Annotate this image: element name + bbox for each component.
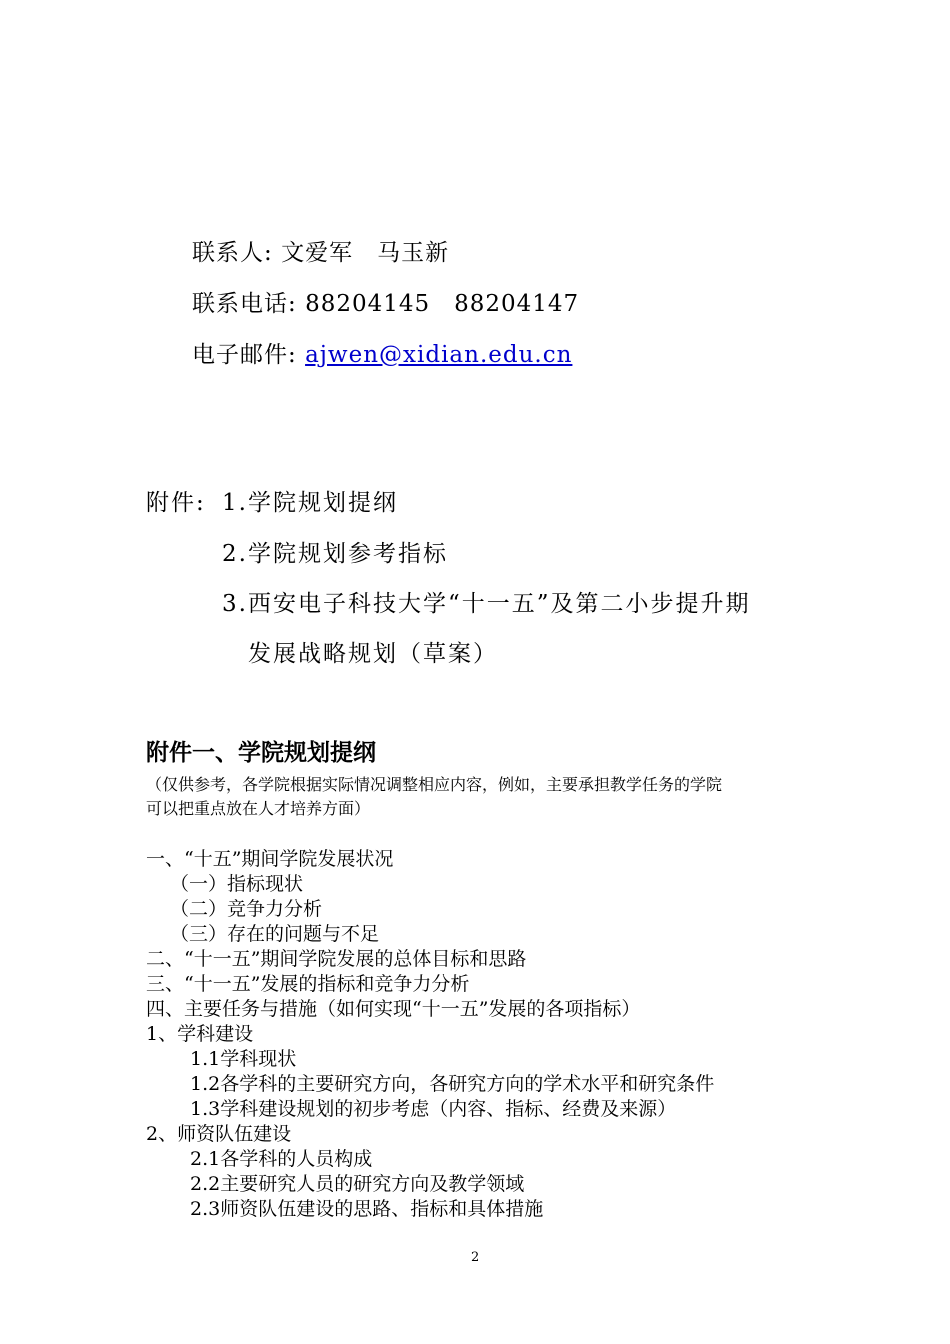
outline-item: 四、主要任务与措施（如何实现“十一五”发展的各项指标） xyxy=(146,998,641,1020)
contact-phone-value: 88204145 88204147 xyxy=(305,291,580,317)
outline-item: （一）指标现状 xyxy=(170,873,304,895)
page-number: 2 xyxy=(471,1250,480,1265)
outline-item: （二）竞争力分析 xyxy=(170,898,323,920)
outline-item: 1、学科建设 xyxy=(146,1023,254,1045)
attachment-item: 2.学院规划参考指标 xyxy=(222,541,448,567)
attachment-item: 3.西安电子科技大学“十一五”及第二小步提升期 xyxy=(222,591,751,617)
contact-person-value: 文爱军 马玉新 xyxy=(281,240,450,266)
contact-person xyxy=(192,234,449,267)
outline-item: 二、“十一五”期间学院发展的总体目标和思路 xyxy=(146,948,527,970)
outline-item: 1.2各学科的主要研究方向，各研究方向的学术水平和研究条件 xyxy=(190,1073,715,1095)
outline-item: 1.1学科现状 xyxy=(190,1048,297,1070)
attachments-label: 附件: xyxy=(146,490,206,516)
email-link[interactable]: ajwen@xidian.edu.cn xyxy=(305,342,573,368)
outline-item: 2、师资队伍建设 xyxy=(146,1123,292,1145)
contact-email-label: 电子邮件: xyxy=(192,342,297,368)
outline-item: （三）存在的问题与不足 xyxy=(170,923,380,945)
attachment-item-continuation: 发展战略规划（草案） xyxy=(248,641,498,667)
outline-item: 2.2主要研究人员的研究方向及教学领域 xyxy=(190,1173,525,1195)
outline-item: 三、“十一五”发展的指标和竞争力分析 xyxy=(146,973,470,995)
section-title: 附件一、学院规划提纲 xyxy=(146,740,376,766)
section-note-line: 可以把重点放在人才培养方面） xyxy=(146,799,371,818)
outline-item: 1.3学科建设规划的初步考虑（内容、指标、经费及来源） xyxy=(190,1098,677,1120)
contact-email xyxy=(192,336,572,369)
section-note-line: （仅供参考，各学院根据实际情况调整相应内容，例如，主要承担教学任务的学院 xyxy=(146,775,723,794)
attachment-item: 1.学院规划提纲 xyxy=(222,490,398,516)
contact-person-label: 联系人: xyxy=(192,240,273,266)
outline-item: 2.3师资队伍建设的思路、指标和具体措施 xyxy=(190,1198,544,1220)
contact-phone-label: 联系电话: xyxy=(192,291,297,317)
outline-item: 一、“十五”期间学院发展状况 xyxy=(146,848,394,870)
outline-item: 2.1各学科的人员构成 xyxy=(190,1148,373,1170)
contact-phone xyxy=(192,285,579,318)
